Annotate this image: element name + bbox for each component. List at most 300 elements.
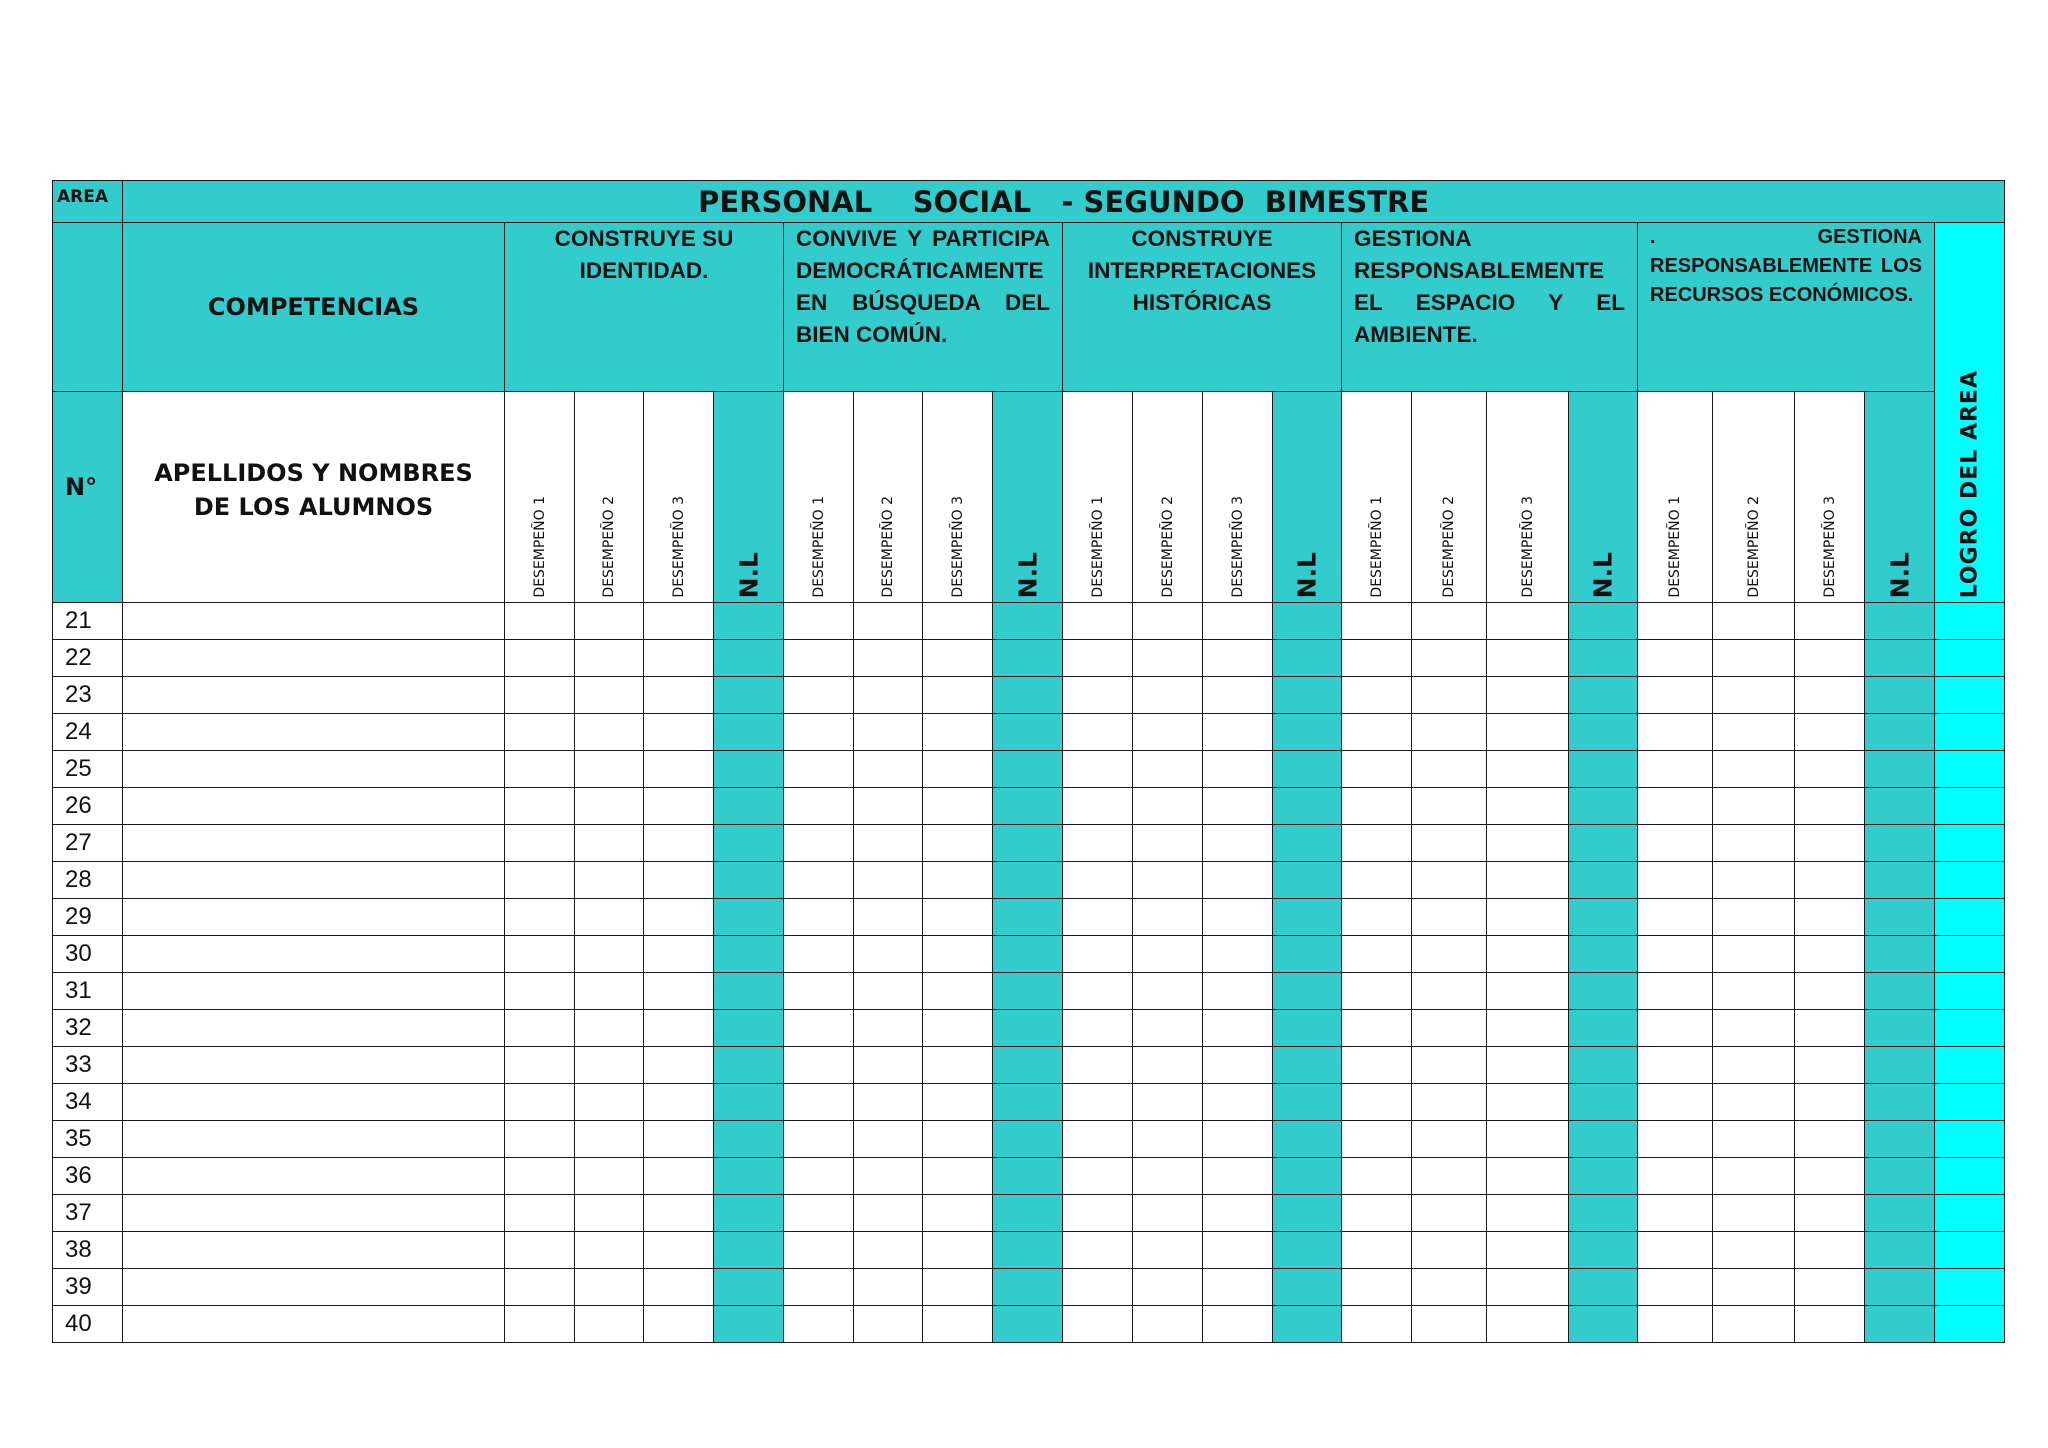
- desempeno-cell[interactable]: [784, 751, 854, 788]
- desempeno-cell[interactable]: [1638, 640, 1713, 677]
- desempeno-cell[interactable]: [1713, 825, 1795, 862]
- logro-del-area-cell[interactable]: [1935, 899, 2005, 936]
- nivel-logro-cell[interactable]: [1273, 640, 1342, 677]
- desempeno-cell[interactable]: [505, 1232, 575, 1269]
- desempeno-cell[interactable]: [644, 1195, 714, 1232]
- desempeno-cell[interactable]: [1412, 1047, 1487, 1084]
- desempeno-cell[interactable]: [575, 936, 644, 973]
- desempeno-cell[interactable]: [1795, 1010, 1865, 1047]
- desempeno-cell[interactable]: [505, 1047, 575, 1084]
- desempeno-cell[interactable]: [1063, 751, 1133, 788]
- desempeno-cell[interactable]: [1638, 825, 1713, 862]
- desempeno-cell[interactable]: [1795, 1269, 1865, 1306]
- desempeno-cell[interactable]: [1342, 1084, 1412, 1121]
- desempeno-cell[interactable]: [1713, 677, 1795, 714]
- nivel-logro-cell[interactable]: [1865, 1269, 1935, 1306]
- desempeno-cell[interactable]: [1342, 973, 1412, 1010]
- nivel-logro-cell[interactable]: [1865, 862, 1935, 899]
- nivel-logro-cell[interactable]: [1273, 936, 1342, 973]
- desempeno-cell[interactable]: [1795, 1047, 1865, 1084]
- desempeno-cell[interactable]: [854, 603, 923, 640]
- nivel-logro-cell[interactable]: [714, 936, 784, 973]
- nivel-logro-cell[interactable]: [714, 603, 784, 640]
- desempeno-cell[interactable]: [1063, 714, 1133, 751]
- nivel-logro-cell[interactable]: [1273, 973, 1342, 1010]
- desempeno-cell[interactable]: [1203, 1269, 1273, 1306]
- desempeno-cell[interactable]: [1133, 714, 1203, 751]
- desempeno-cell[interactable]: [1203, 1084, 1273, 1121]
- desempeno-cell[interactable]: [1713, 1306, 1795, 1343]
- desempeno-cell[interactable]: [1133, 677, 1203, 714]
- desempeno-cell[interactable]: [1487, 899, 1569, 936]
- desempeno-cell[interactable]: [784, 603, 854, 640]
- desempeno-cell[interactable]: [784, 640, 854, 677]
- desempeno-cell[interactable]: [644, 862, 714, 899]
- desempeno-cell[interactable]: [1487, 1121, 1569, 1158]
- nivel-logro-cell[interactable]: [1865, 1047, 1935, 1084]
- desempeno-cell[interactable]: [1063, 936, 1133, 973]
- nivel-logro-cell[interactable]: [993, 1232, 1063, 1269]
- desempeno-cell[interactable]: [854, 751, 923, 788]
- desempeno-cell[interactable]: [1412, 973, 1487, 1010]
- desempeno-cell[interactable]: [575, 973, 644, 1010]
- desempeno-cell[interactable]: [1487, 936, 1569, 973]
- desempeno-cell[interactable]: [1638, 788, 1713, 825]
- desempeno-cell[interactable]: [923, 862, 993, 899]
- logro-del-area-cell[interactable]: [1935, 1084, 2005, 1121]
- desempeno-cell[interactable]: [1487, 788, 1569, 825]
- desempeno-cell[interactable]: [644, 640, 714, 677]
- desempeno-cell[interactable]: [854, 1084, 923, 1121]
- desempeno-cell[interactable]: [1795, 640, 1865, 677]
- nivel-logro-cell[interactable]: [1865, 1158, 1935, 1195]
- nivel-logro-cell[interactable]: [1569, 677, 1638, 714]
- desempeno-cell[interactable]: [1412, 788, 1487, 825]
- desempeno-cell[interactable]: [854, 1232, 923, 1269]
- desempeno-cell[interactable]: [1795, 973, 1865, 1010]
- desempeno-cell[interactable]: [1412, 936, 1487, 973]
- nivel-logro-cell[interactable]: [1569, 1084, 1638, 1121]
- nivel-logro-cell[interactable]: [1273, 1269, 1342, 1306]
- student-name-cell[interactable]: [123, 1084, 505, 1121]
- desempeno-cell[interactable]: [1063, 1306, 1133, 1343]
- desempeno-cell[interactable]: [1342, 862, 1412, 899]
- desempeno-cell[interactable]: [1638, 1047, 1713, 1084]
- desempeno-cell[interactable]: [784, 714, 854, 751]
- nivel-logro-cell[interactable]: [993, 677, 1063, 714]
- nivel-logro-cell[interactable]: [1865, 1084, 1935, 1121]
- nivel-logro-cell[interactable]: [993, 899, 1063, 936]
- desempeno-cell[interactable]: [1133, 751, 1203, 788]
- desempeno-cell[interactable]: [923, 1232, 993, 1269]
- desempeno-cell[interactable]: [575, 825, 644, 862]
- desempeno-cell[interactable]: [923, 936, 993, 973]
- desempeno-cell[interactable]: [1638, 1269, 1713, 1306]
- desempeno-cell[interactable]: [644, 677, 714, 714]
- nivel-logro-cell[interactable]: [1569, 1047, 1638, 1084]
- desempeno-cell[interactable]: [1713, 1010, 1795, 1047]
- desempeno-cell[interactable]: [1133, 1232, 1203, 1269]
- desempeno-cell[interactable]: [1063, 973, 1133, 1010]
- student-name-cell[interactable]: [123, 899, 505, 936]
- desempeno-cell[interactable]: [854, 714, 923, 751]
- desempeno-cell[interactable]: [1133, 825, 1203, 862]
- nivel-logro-cell[interactable]: [993, 640, 1063, 677]
- student-name-cell[interactable]: [123, 603, 505, 640]
- desempeno-cell[interactable]: [1638, 1121, 1713, 1158]
- desempeno-cell[interactable]: [1133, 1195, 1203, 1232]
- desempeno-cell[interactable]: [505, 973, 575, 1010]
- nivel-logro-cell[interactable]: [1273, 825, 1342, 862]
- desempeno-cell[interactable]: [1412, 1010, 1487, 1047]
- desempeno-cell[interactable]: [1203, 788, 1273, 825]
- desempeno-cell[interactable]: [505, 1158, 575, 1195]
- desempeno-cell[interactable]: [1713, 751, 1795, 788]
- desempeno-cell[interactable]: [1203, 1158, 1273, 1195]
- desempeno-cell[interactable]: [1713, 1047, 1795, 1084]
- nivel-logro-cell[interactable]: [1865, 603, 1935, 640]
- logro-del-area-cell[interactable]: [1935, 1232, 2005, 1269]
- desempeno-cell[interactable]: [923, 1010, 993, 1047]
- desempeno-cell[interactable]: [1638, 751, 1713, 788]
- desempeno-cell[interactable]: [505, 1269, 575, 1306]
- desempeno-cell[interactable]: [784, 677, 854, 714]
- student-name-cell[interactable]: [123, 1232, 505, 1269]
- nivel-logro-cell[interactable]: [993, 1010, 1063, 1047]
- desempeno-cell[interactable]: [505, 751, 575, 788]
- desempeno-cell[interactable]: [1713, 1158, 1795, 1195]
- desempeno-cell[interactable]: [1342, 899, 1412, 936]
- desempeno-cell[interactable]: [1713, 1121, 1795, 1158]
- desempeno-cell[interactable]: [1487, 603, 1569, 640]
- logro-del-area-cell[interactable]: [1935, 1047, 2005, 1084]
- nivel-logro-cell[interactable]: [1865, 1121, 1935, 1158]
- desempeno-cell[interactable]: [505, 677, 575, 714]
- desempeno-cell[interactable]: [1063, 677, 1133, 714]
- desempeno-cell[interactable]: [575, 603, 644, 640]
- desempeno-cell[interactable]: [923, 677, 993, 714]
- desempeno-cell[interactable]: [644, 1121, 714, 1158]
- logro-del-area-cell[interactable]: [1935, 751, 2005, 788]
- desempeno-cell[interactable]: [1063, 899, 1133, 936]
- nivel-logro-cell[interactable]: [714, 1121, 784, 1158]
- desempeno-cell[interactable]: [1638, 1084, 1713, 1121]
- nivel-logro-cell[interactable]: [1273, 677, 1342, 714]
- student-name-cell[interactable]: [123, 1269, 505, 1306]
- nivel-logro-cell[interactable]: [1569, 1269, 1638, 1306]
- desempeno-cell[interactable]: [854, 899, 923, 936]
- desempeno-cell[interactable]: [505, 1010, 575, 1047]
- desempeno-cell[interactable]: [1487, 1010, 1569, 1047]
- desempeno-cell[interactable]: [575, 862, 644, 899]
- desempeno-cell[interactable]: [1203, 899, 1273, 936]
- desempeno-cell[interactable]: [1133, 899, 1203, 936]
- desempeno-cell[interactable]: [1342, 640, 1412, 677]
- desempeno-cell[interactable]: [784, 1306, 854, 1343]
- nivel-logro-cell[interactable]: [1569, 751, 1638, 788]
- desempeno-cell[interactable]: [575, 1084, 644, 1121]
- desempeno-cell[interactable]: [1638, 862, 1713, 899]
- desempeno-cell[interactable]: [644, 1269, 714, 1306]
- desempeno-cell[interactable]: [1412, 1306, 1487, 1343]
- desempeno-cell[interactable]: [923, 1047, 993, 1084]
- desempeno-cell[interactable]: [1133, 640, 1203, 677]
- desempeno-cell[interactable]: [1342, 1232, 1412, 1269]
- desempeno-cell[interactable]: [1342, 1158, 1412, 1195]
- desempeno-cell[interactable]: [1487, 1084, 1569, 1121]
- desempeno-cell[interactable]: [784, 1232, 854, 1269]
- student-name-cell[interactable]: [123, 973, 505, 1010]
- desempeno-cell[interactable]: [644, 899, 714, 936]
- desempeno-cell[interactable]: [1487, 1306, 1569, 1343]
- desempeno-cell[interactable]: [1638, 1010, 1713, 1047]
- nivel-logro-cell[interactable]: [714, 973, 784, 1010]
- desempeno-cell[interactable]: [1487, 714, 1569, 751]
- desempeno-cell[interactable]: [1713, 862, 1795, 899]
- logro-del-area-cell[interactable]: [1935, 603, 2005, 640]
- desempeno-cell[interactable]: [1713, 1084, 1795, 1121]
- nivel-logro-cell[interactable]: [714, 1047, 784, 1084]
- desempeno-cell[interactable]: [1063, 1084, 1133, 1121]
- desempeno-cell[interactable]: [854, 1010, 923, 1047]
- nivel-logro-cell[interactable]: [714, 1269, 784, 1306]
- desempeno-cell[interactable]: [1342, 1269, 1412, 1306]
- desempeno-cell[interactable]: [1487, 751, 1569, 788]
- nivel-logro-cell[interactable]: [714, 825, 784, 862]
- desempeno-cell[interactable]: [1713, 1232, 1795, 1269]
- nivel-logro-cell[interactable]: [993, 973, 1063, 1010]
- nivel-logro-cell[interactable]: [1273, 862, 1342, 899]
- desempeno-cell[interactable]: [1342, 1121, 1412, 1158]
- desempeno-cell[interactable]: [505, 714, 575, 751]
- desempeno-cell[interactable]: [505, 603, 575, 640]
- nivel-logro-cell[interactable]: [993, 1121, 1063, 1158]
- desempeno-cell[interactable]: [854, 1306, 923, 1343]
- desempeno-cell[interactable]: [1638, 1306, 1713, 1343]
- student-name-cell[interactable]: [123, 640, 505, 677]
- desempeno-cell[interactable]: [644, 603, 714, 640]
- nivel-logro-cell[interactable]: [1865, 677, 1935, 714]
- desempeno-cell[interactable]: [1203, 603, 1273, 640]
- desempeno-cell[interactable]: [1795, 603, 1865, 640]
- desempeno-cell[interactable]: [1487, 1232, 1569, 1269]
- desempeno-cell[interactable]: [1203, 862, 1273, 899]
- desempeno-cell[interactable]: [784, 862, 854, 899]
- logro-del-area-cell[interactable]: [1935, 862, 2005, 899]
- desempeno-cell[interactable]: [1487, 1269, 1569, 1306]
- desempeno-cell[interactable]: [784, 1084, 854, 1121]
- nivel-logro-cell[interactable]: [1569, 973, 1638, 1010]
- student-name-cell[interactable]: [123, 677, 505, 714]
- desempeno-cell[interactable]: [923, 1306, 993, 1343]
- nivel-logro-cell[interactable]: [714, 1306, 784, 1343]
- nivel-logro-cell[interactable]: [714, 1232, 784, 1269]
- desempeno-cell[interactable]: [1203, 751, 1273, 788]
- nivel-logro-cell[interactable]: [1273, 1010, 1342, 1047]
- logro-del-area-cell[interactable]: [1935, 1158, 2005, 1195]
- desempeno-cell[interactable]: [505, 640, 575, 677]
- desempeno-cell[interactable]: [1133, 1269, 1203, 1306]
- nivel-logro-cell[interactable]: [1273, 899, 1342, 936]
- nivel-logro-cell[interactable]: [993, 1195, 1063, 1232]
- student-name-cell[interactable]: [123, 1306, 505, 1343]
- desempeno-cell[interactable]: [1412, 1269, 1487, 1306]
- desempeno-cell[interactable]: [1342, 936, 1412, 973]
- desempeno-cell[interactable]: [575, 1306, 644, 1343]
- desempeno-cell[interactable]: [1795, 1121, 1865, 1158]
- nivel-logro-cell[interactable]: [1273, 1121, 1342, 1158]
- desempeno-cell[interactable]: [784, 899, 854, 936]
- desempeno-cell[interactable]: [575, 1010, 644, 1047]
- nivel-logro-cell[interactable]: [1273, 1306, 1342, 1343]
- desempeno-cell[interactable]: [644, 825, 714, 862]
- desempeno-cell[interactable]: [644, 714, 714, 751]
- desempeno-cell[interactable]: [923, 788, 993, 825]
- desempeno-cell[interactable]: [923, 825, 993, 862]
- desempeno-cell[interactable]: [1795, 788, 1865, 825]
- desempeno-cell[interactable]: [784, 1121, 854, 1158]
- desempeno-cell[interactable]: [854, 1158, 923, 1195]
- desempeno-cell[interactable]: [1713, 714, 1795, 751]
- nivel-logro-cell[interactable]: [1273, 788, 1342, 825]
- desempeno-cell[interactable]: [575, 1269, 644, 1306]
- nivel-logro-cell[interactable]: [1865, 1195, 1935, 1232]
- desempeno-cell[interactable]: [1203, 1010, 1273, 1047]
- desempeno-cell[interactable]: [923, 899, 993, 936]
- desempeno-cell[interactable]: [505, 899, 575, 936]
- nivel-logro-cell[interactable]: [1569, 788, 1638, 825]
- desempeno-cell[interactable]: [1795, 714, 1865, 751]
- desempeno-cell[interactable]: [1412, 1195, 1487, 1232]
- desempeno-cell[interactable]: [1638, 1232, 1713, 1269]
- nivel-logro-cell[interactable]: [1865, 936, 1935, 973]
- desempeno-cell[interactable]: [1133, 936, 1203, 973]
- nivel-logro-cell[interactable]: [714, 1084, 784, 1121]
- desempeno-cell[interactable]: [923, 714, 993, 751]
- desempeno-cell[interactable]: [1133, 1306, 1203, 1343]
- student-name-cell[interactable]: [123, 1195, 505, 1232]
- desempeno-cell[interactable]: [1203, 714, 1273, 751]
- desempeno-cell[interactable]: [854, 936, 923, 973]
- nivel-logro-cell[interactable]: [1569, 1306, 1638, 1343]
- desempeno-cell[interactable]: [1795, 1232, 1865, 1269]
- logro-del-area-cell[interactable]: [1935, 677, 2005, 714]
- desempeno-cell[interactable]: [1203, 1047, 1273, 1084]
- desempeno-cell[interactable]: [644, 1232, 714, 1269]
- desempeno-cell[interactable]: [505, 936, 575, 973]
- desempeno-cell[interactable]: [854, 973, 923, 1010]
- student-name-cell[interactable]: [123, 862, 505, 899]
- desempeno-cell[interactable]: [1638, 714, 1713, 751]
- desempeno-cell[interactable]: [1412, 1121, 1487, 1158]
- desempeno-cell[interactable]: [1638, 677, 1713, 714]
- nivel-logro-cell[interactable]: [1273, 1084, 1342, 1121]
- desempeno-cell[interactable]: [784, 973, 854, 1010]
- desempeno-cell[interactable]: [1487, 862, 1569, 899]
- nivel-logro-cell[interactable]: [1865, 788, 1935, 825]
- desempeno-cell[interactable]: [1133, 603, 1203, 640]
- desempeno-cell[interactable]: [575, 788, 644, 825]
- desempeno-cell[interactable]: [505, 1195, 575, 1232]
- nivel-logro-cell[interactable]: [993, 1158, 1063, 1195]
- desempeno-cell[interactable]: [784, 788, 854, 825]
- desempeno-cell[interactable]: [1342, 788, 1412, 825]
- desempeno-cell[interactable]: [644, 788, 714, 825]
- nivel-logro-cell[interactable]: [1569, 825, 1638, 862]
- desempeno-cell[interactable]: [1412, 603, 1487, 640]
- nivel-logro-cell[interactable]: [714, 899, 784, 936]
- nivel-logro-cell[interactable]: [1569, 1195, 1638, 1232]
- student-name-cell[interactable]: [123, 1047, 505, 1084]
- desempeno-cell[interactable]: [575, 640, 644, 677]
- desempeno-cell[interactable]: [1795, 1158, 1865, 1195]
- desempeno-cell[interactable]: [644, 1084, 714, 1121]
- logro-del-area-cell[interactable]: [1935, 1195, 2005, 1232]
- desempeno-cell[interactable]: [1342, 1306, 1412, 1343]
- desempeno-cell[interactable]: [1133, 1084, 1203, 1121]
- desempeno-cell[interactable]: [505, 1084, 575, 1121]
- desempeno-cell[interactable]: [1638, 603, 1713, 640]
- desempeno-cell[interactable]: [1638, 899, 1713, 936]
- desempeno-cell[interactable]: [1063, 640, 1133, 677]
- desempeno-cell[interactable]: [1487, 825, 1569, 862]
- nivel-logro-cell[interactable]: [1569, 1232, 1638, 1269]
- nivel-logro-cell[interactable]: [1569, 640, 1638, 677]
- desempeno-cell[interactable]: [784, 1158, 854, 1195]
- desempeno-cell[interactable]: [1133, 973, 1203, 1010]
- nivel-logro-cell[interactable]: [1569, 714, 1638, 751]
- desempeno-cell[interactable]: [1412, 1084, 1487, 1121]
- desempeno-cell[interactable]: [1713, 788, 1795, 825]
- desempeno-cell[interactable]: [1638, 973, 1713, 1010]
- nivel-logro-cell[interactable]: [993, 1269, 1063, 1306]
- desempeno-cell[interactable]: [923, 751, 993, 788]
- logro-del-area-cell[interactable]: [1935, 1269, 2005, 1306]
- desempeno-cell[interactable]: [644, 1158, 714, 1195]
- desempeno-cell[interactable]: [1133, 788, 1203, 825]
- desempeno-cell[interactable]: [784, 936, 854, 973]
- desempeno-cell[interactable]: [854, 1047, 923, 1084]
- desempeno-cell[interactable]: [1342, 603, 1412, 640]
- nivel-logro-cell[interactable]: [993, 936, 1063, 973]
- desempeno-cell[interactable]: [575, 1047, 644, 1084]
- desempeno-cell[interactable]: [923, 1158, 993, 1195]
- nivel-logro-cell[interactable]: [993, 714, 1063, 751]
- nivel-logro-cell[interactable]: [1273, 603, 1342, 640]
- desempeno-cell[interactable]: [575, 677, 644, 714]
- desempeno-cell[interactable]: [505, 825, 575, 862]
- nivel-logro-cell[interactable]: [714, 1010, 784, 1047]
- desempeno-cell[interactable]: [1795, 1195, 1865, 1232]
- nivel-logro-cell[interactable]: [714, 788, 784, 825]
- desempeno-cell[interactable]: [784, 1047, 854, 1084]
- nivel-logro-cell[interactable]: [993, 751, 1063, 788]
- logro-del-area-cell[interactable]: [1935, 640, 2005, 677]
- desempeno-cell[interactable]: [1713, 973, 1795, 1010]
- desempeno-cell[interactable]: [923, 1084, 993, 1121]
- desempeno-cell[interactable]: [1063, 1121, 1133, 1158]
- desempeno-cell[interactable]: [784, 1010, 854, 1047]
- nivel-logro-cell[interactable]: [993, 788, 1063, 825]
- student-name-cell[interactable]: [123, 751, 505, 788]
- desempeno-cell[interactable]: [784, 825, 854, 862]
- nivel-logro-cell[interactable]: [1865, 714, 1935, 751]
- nivel-logro-cell[interactable]: [1569, 1010, 1638, 1047]
- desempeno-cell[interactable]: [1638, 1158, 1713, 1195]
- nivel-logro-cell[interactable]: [1273, 714, 1342, 751]
- desempeno-cell[interactable]: [644, 973, 714, 1010]
- desempeno-cell[interactable]: [1342, 1010, 1412, 1047]
